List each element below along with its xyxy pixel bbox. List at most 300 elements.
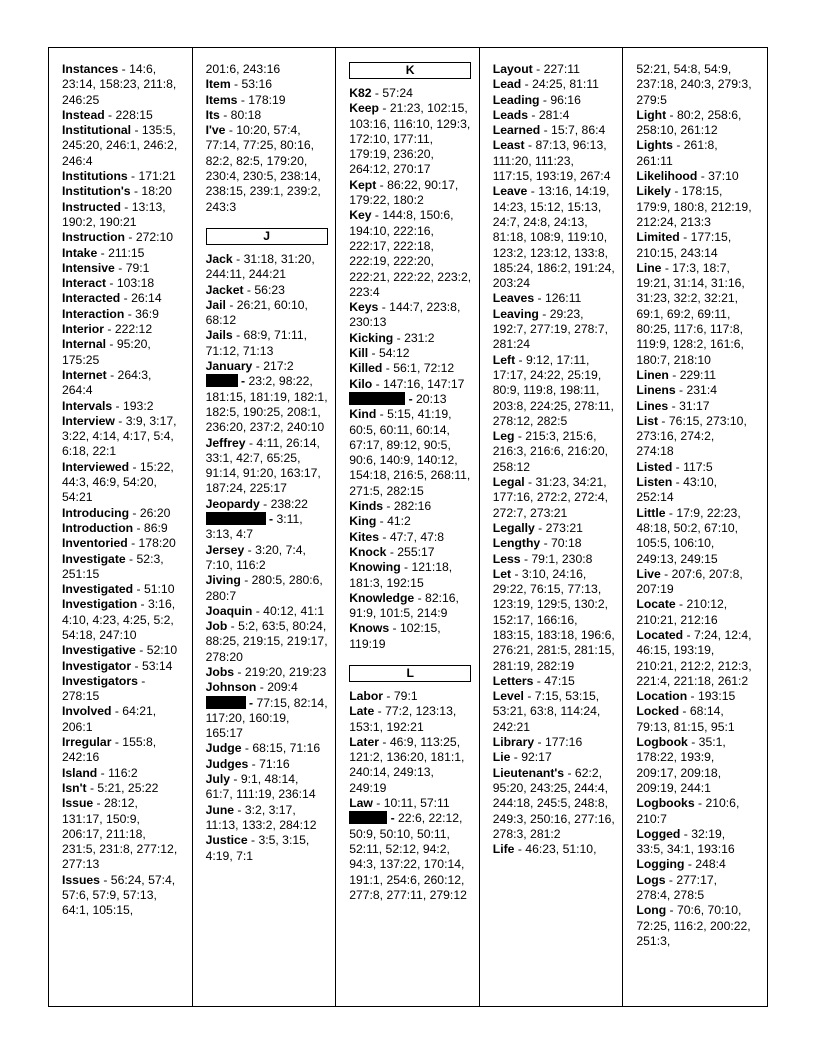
index-entry: Interior - 222:12 [62, 322, 153, 337]
index-term: Later [349, 734, 379, 749]
index-entry: Internal - 95:20, 175:25 [62, 337, 151, 367]
page-line-references: 62:2, 95:20, 243:25, 244:4, 244:18, 245:5, 248:8, 249:3, 250:16, 277:16, 278:3, 281:2 [492, 765, 615, 841]
index-entry: Left - 9:12, 17:11, 17:17, 24:22, 25:19, 80:9, 119:8, 198:11, 203:8, 224:25, 278:11, 278:12, 282:5 [492, 352, 614, 428]
index-term: Jobs [205, 664, 235, 679]
page-line-references: 15:22, 44:3, 46:9, 54:20, 54:21 [62, 459, 174, 505]
page-line-references: 171:21 [138, 169, 176, 184]
page-line-references: 26:14 [131, 291, 162, 306]
page-line-references: 17:9, 22:23, 48:18, 50:2, 67:10, 105:5, 106:10, 249:13, 249:15 [636, 505, 741, 566]
page-line-references: 77:2, 123:13, 153:1, 192:21 [349, 704, 457, 734]
index-term: Logs [636, 872, 666, 887]
index-term: Lieutenant's [492, 765, 565, 780]
page-line-references: 229:11 [679, 367, 717, 382]
index-term: Interior [62, 322, 104, 337]
index-entry: Library - 177:16 [492, 735, 583, 750]
page-line-references: 47:15 [544, 673, 575, 688]
index-term: Lines [636, 398, 669, 413]
index-entry: Leaves - 126:11 [492, 291, 582, 306]
page-line-references: 52:10 [146, 643, 178, 658]
index-term: Its [205, 107, 220, 122]
index-entry: Life - 46:23, 51:10, [492, 842, 597, 857]
page-line-references: 46:9, 113:25, 121:2, 136:20, 181:1, 240:14, 249:13, 249:19 [349, 734, 465, 795]
index-entry: Issues - 56:24, 57:4, 57:6, 57:9, 57:13, 64:1, 105:15, [62, 872, 176, 918]
index-entry: Linen - 229:11 [636, 367, 717, 382]
index-entry: Locked - 68:14, 79:13, 81:15, 95:1 [636, 704, 735, 734]
index-term: June [205, 802, 235, 817]
index-term: Keys [349, 300, 379, 315]
index-entry: Jobs - 219:20, 219:23 [205, 664, 327, 679]
index-entry: Likely - 178:15, 179:9, 180:8, 212:19, 212:24, 213:3 [636, 184, 752, 229]
index-entry: Jail - 26:21, 60:10, 68:12 [205, 297, 308, 328]
index-column-5 [623, 48, 767, 1006]
page-line-references: 5:15, 41:19, 60:5, 60:11, 60:14, 67:17, 89:12, 90:5, 90:6, 140:9, 140:12, 154:18, 216:5, 268:11, 271:5, 282:15 [349, 407, 471, 498]
page-line-references: 29:23, 192:7, 277:19, 278:7, 281:24 [492, 306, 608, 352]
index-term: Key [349, 208, 372, 223]
page-line-references: 178:20 [138, 536, 176, 551]
page-line-references: 68:9, 71:11, 71:12, 71:13 [205, 328, 308, 358]
index-entry: Knows - 102:15, 119:19 [349, 621, 441, 651]
section-letter-header: L [349, 665, 471, 682]
page-line-references: 31:17 [679, 398, 710, 413]
index-entry: Intervals - 193:2 [62, 398, 154, 413]
index-entry [206, 62, 328, 77]
index-term: Logbook [636, 735, 688, 750]
index-term: Likelihood [636, 169, 698, 184]
index-entry: Investigator - 53:14 [62, 658, 173, 673]
index-entry: Limited - 177:15, 210:15, 243:14 [636, 230, 732, 260]
index-entry: Instructed - 13:13, 190:2, 190:21 [62, 199, 166, 229]
page-line-references: 272:10 [135, 230, 174, 245]
index-entry: Kinds - 282:16 [349, 499, 432, 514]
index-entry: Layout - 227:11 [492, 62, 580, 76]
index-entry: List - 76:15, 273:10, 273:16, 274:2, 274:18 [636, 413, 747, 459]
index-entry: January - 217:2 [205, 359, 294, 374]
index-term: Interact [62, 276, 107, 291]
index-entry: Jack - 31:18, 31:20, 244:11, 244:21 [205, 251, 315, 282]
index-entry: Judges - 71:16 [205, 756, 290, 771]
index-term: Lead [492, 77, 522, 92]
index-entry: Likelihood - 37:10 [636, 169, 739, 184]
index-term: Likely [636, 184, 671, 199]
index-term: Joaquin [205, 603, 253, 618]
index-entry: Letters - 47:15 [492, 673, 575, 688]
index-term: Johnson [205, 680, 257, 695]
index-term: Instead [62, 107, 105, 122]
index-entry: Introducing - 26:20 [62, 505, 171, 520]
index-entry: Investigative - 52:10 [62, 643, 178, 658]
index-term: Limited [636, 230, 680, 245]
page-line-references: 3:10, 24:16, 29:22, 76:15, 77:13, 123:19, 129:5, 130:2, 152:17, 166:16, 183:15, 183:18, 196:6, 276:21, 281:5, 281:15, 281:19, 282:19 [492, 566, 615, 673]
page-line-references: 31:23, 34:21, 177:16, 272:2, 272:4, 272:7, 273:21 [492, 475, 608, 520]
page-line-references: 68:15, 71:16 [252, 741, 321, 756]
redaction-block [206, 512, 266, 525]
index-entry: Interview - 3:9, 3:17, 3:22, 4:14, 4:17, 5:4, 6:18, 22:1 [62, 413, 177, 459]
index-entry: Jacket - 56:23 [205, 282, 285, 297]
page-line-references: 217:2 [263, 359, 294, 374]
index-page [48, 47, 768, 1007]
index-term: Kill [349, 346, 369, 361]
page-line-references: 211:15 [108, 245, 145, 260]
index-term: Jersey [205, 542, 245, 557]
page-line-references: 54:12 [379, 346, 410, 361]
index-term: Irregular [62, 735, 112, 750]
redaction-block [206, 374, 238, 387]
index-entry: Leaving - 29:23, 192:7, 277:19, 278:7, 281:24 [492, 306, 608, 352]
redaction-block [349, 392, 405, 405]
index-entry: Island - 116:2 [62, 765, 138, 780]
section-letter-header: J [206, 228, 328, 245]
page-line-references: 4:11, 26:14, 33:1, 42:7, 65:25, 91:14, 91:20, 163:17, 187:24, 225:17 [205, 435, 321, 496]
index-entry: Inventoried - 178:20 [62, 536, 176, 551]
index-term: King [349, 514, 377, 529]
index-column-2 [193, 48, 337, 1006]
index-entry: Logging - 248:4 [636, 857, 726, 872]
index-entry: Law - 10:11, 57:11 [349, 796, 450, 811]
index-term: Judge [205, 741, 242, 756]
page-line-references: 52:21, 54:8, 54:9, 237:18, 240:3, 279:3, 279:5 [636, 62, 752, 107]
index-term: Logbooks [636, 796, 695, 811]
index-term: Little [636, 505, 666, 520]
page-line-references: 215:3, 215:6, 216:3, 216:6, 216:20, 258:12 [492, 429, 608, 474]
page-line-references: 10:20, 57:4, 77:14, 77:25, 80:16, 82:2, 82:5, 179:20, 230:4, 230:5, 238:14, 238:15, 239:1, 239:2, 243:3 [205, 123, 321, 214]
page-line-references: 76:15, 273:10, 273:16, 274:2, 274:18 [636, 413, 747, 459]
index-entry: Key - 144:8, 150:6, 194:10, 222:16, 222:17, 222:18, 222:19, 222:20, 222:21, 222:22, 223:2, 223:4 [349, 208, 472, 299]
page-line-references: 53:16 [241, 77, 272, 92]
index-entry: June - 3:2, 3:17, 11:13, 133:2, 284:12 [205, 802, 317, 832]
page-line-references: 210:12, 210:21, 212:16 [636, 597, 728, 627]
index-term: Locked [636, 704, 680, 719]
page-line-references: 47:7, 47:8 [389, 529, 445, 544]
index-entry: Issue - 28:12, 131:17, 150:9, 206:17, 211:18, 231:5, 231:8, 277:12, 277:13 [62, 796, 178, 872]
index-term: Justice [205, 833, 248, 848]
page-line-references: 24:25, 81:11 [532, 77, 599, 92]
index-entry: Intensive - 79:1 [62, 260, 150, 275]
index-entry: Institutions - 171:21 [62, 169, 176, 184]
index-term: Leg [492, 429, 515, 444]
page-line-references: 3:11, 3:13, 4:7 [205, 512, 303, 542]
page-line-references: 35:1, 178:22, 193:9, 209:17, 209:18, 209:19, 244:1 [636, 735, 726, 795]
index-entry: Legal - 31:23, 34:21, 177:16, 272:2, 272:4, 272:7, 273:21 [492, 475, 608, 520]
index-entry: Kill - 54:12 [349, 346, 410, 361]
index-term: Learned [492, 123, 541, 138]
index-column-3 [336, 48, 480, 1006]
page-line-references: 22:6, 22:12, 50:9, 50:10, 50:11, 52:11, 52:12, 94:2, 94:3, 137:22, 170:14, 191:1, 254:6, 260:12, 277:8, 277:11, 279:12 [349, 811, 467, 902]
index-entry: Listed - 117:5 [636, 459, 713, 474]
index-term: Interviewed [62, 459, 130, 474]
index-entry: - 20:13 [349, 392, 471, 407]
index-entry: Location - 193:15 [636, 689, 736, 704]
index-term: Internet [62, 367, 107, 382]
page-line-references: 82:16, 91:9, 101:5, 214:9 [349, 590, 459, 621]
index-entry: Interact - 103:18 [62, 276, 155, 291]
index-entry: Line - 17:3, 18:7, 19:21, 31:14, 31:16, 31:23, 32:2, 32:21, 69:1, 69:2, 69:11, 80:25, 117:6, 117:8, 119:9, 128:2, 161:6, 180:7, 218:10 [636, 260, 745, 367]
index-term: Kept [349, 177, 377, 192]
page-line-references: 3:20, 7:4, 7:10, 116:2 [205, 542, 306, 572]
index-entry: Kicking - 231:2 [349, 330, 435, 345]
page-line-references: 28:12, 131:17, 150:9, 206:17, 211:18, 231:5, 231:8, 277:12, 277:13 [62, 796, 178, 872]
page-line-references: 21:23, 102:15, 103:16, 116:10, 129:3, 172:10, 177:11, 179:19, 236:20, 264:12, 270:17 [349, 101, 471, 177]
index-term: Job [205, 619, 228, 634]
index-term: Leaves [492, 291, 535, 306]
page-line-references: 79:1 [125, 260, 150, 275]
index-term: Killed [349, 361, 383, 376]
index-term: Institutional [62, 123, 132, 138]
index-entry: Lieutenant's - 62:2, 95:20, 243:25, 244:4, 244:18, 245:5, 248:8, 249:3, 250:16, 277:16, 278:3, 281:2 [492, 765, 615, 841]
index-term: Legal [492, 475, 525, 490]
index-entry: Level - 7:15, 53:15, 53:21, 63:8, 114:24, 242:21 [492, 689, 601, 734]
redaction-block [206, 696, 246, 709]
index-term: Introducing [62, 505, 130, 520]
page-line-references: 9:1, 48:14, 61:7, 111:19, 236:14 [205, 772, 316, 802]
index-entry: Lights - 261:8, 261:11 [636, 138, 718, 168]
index-column-1 [49, 48, 193, 1006]
index-term: Investigators [62, 673, 138, 688]
index-term: Keep [349, 101, 379, 116]
index-term: Less [492, 551, 521, 566]
index-term: Investigated [62, 582, 134, 597]
index-term: Knowing [349, 560, 401, 575]
index-term: Intensive [62, 260, 115, 275]
page-line-references: 282:16 [393, 499, 432, 514]
index-entry: Jiving - 280:5, 280:6, 280:7 [205, 573, 323, 603]
index-entry: Jersey - 3:20, 7:4, 7:10, 116:2 [205, 542, 306, 572]
page-line-references: 51:10 [143, 582, 175, 597]
index-entry: Justice - 3:5, 3:15, 4:19, 7:1 [205, 833, 310, 863]
index-entry: Labor - 79:1 [349, 688, 418, 703]
index-entry: Jeffrey - 4:11, 26:14, 33:1, 42:7, 65:25, 91:14, 91:20, 163:17, 187:24, 225:17 [205, 435, 321, 496]
index-entry: Interaction - 36:9 [62, 306, 159, 321]
page-line-references: 70:6, 70:10, 72:25, 116:2, 200:22, 251:3, [636, 903, 751, 948]
page-line-references: 5:2, 63:5, 80:24, 88:25, 219:15, 219:17, 278:20 [205, 619, 328, 664]
index-term: Kites [349, 529, 379, 544]
index-term: Logging [636, 857, 685, 872]
index-entry: Logbooks - 210:6, 210:7 [636, 796, 740, 826]
index-entry: Involved - 64:21, 206:1 [62, 704, 157, 734]
index-entry: Learned - 15:7, 86:4 [492, 123, 606, 138]
index-term: Kind [349, 407, 377, 422]
page-line-references: 255:17 [397, 544, 435, 559]
index-entry: Instances - 14:6, 23:14, 158:23, 211:8, 246:25 [62, 62, 177, 107]
index-entry: Judge - 68:15, 71:16 [205, 741, 321, 756]
index-entry: Its - 80:18 [205, 107, 262, 122]
index-entry: Least - 87:13, 96:13, 111:20, 111:23, 117:15, 193:19, 267:4 [492, 138, 611, 184]
index-term: K82 [349, 86, 372, 100]
page-line-references: 231:4 [686, 383, 717, 398]
page-line-references: 86:9 [143, 520, 168, 535]
index-term: Intake [62, 245, 98, 260]
index-entry: Keep - 21:23, 102:15, 103:16, 116:10, 129:3, 172:10, 177:11, 179:19, 236:20, 264:12, 270:17 [349, 101, 471, 177]
page-line-references: 79:1, 230:8 [531, 551, 593, 566]
index-entry: Johnson - 209:4 [205, 680, 298, 695]
page-line-references: 70:18 [551, 536, 582, 551]
page-line-references: 281:4 [538, 107, 570, 122]
index-entry: Lengthy - 70:18 [492, 536, 582, 551]
index-entry: Locate - 210:12, 210:21, 212:16 [636, 597, 728, 627]
index-term: Investigative [62, 643, 136, 658]
page-line-references: 121:18, 181:3, 192:15 [349, 560, 453, 590]
index-term: List [636, 413, 659, 428]
index-term: Isn't [62, 780, 87, 795]
index-term: Line [636, 260, 662, 275]
index-term: Investigator [62, 658, 132, 673]
index-entry: Knock - 255:17 [349, 544, 435, 559]
index-term: Life [492, 842, 515, 857]
page-line-references: 177:16 [544, 735, 583, 750]
index-entry: Logbook - 35:1, 178:22, 193:9, 209:17, 209:18, 209:19, 244:1 [636, 735, 726, 795]
index-entry: Kind - 5:15, 41:19, 60:5, 60:11, 60:14, 67:17, 89:12, 90:5, 90:6, 140:9, 140:12, 154:18, 216:5, 268:11, 271:5, 282:15 [349, 407, 471, 498]
page-line-references: 261:8, 261:11 [636, 138, 718, 168]
page-line-references: 64:21, 206:1 [62, 704, 157, 734]
index-entry: K82 - 57:24 [349, 86, 413, 100]
page-line-references: 41:2 [387, 514, 411, 529]
index-term: Library [492, 735, 535, 750]
index-entry: Logs - 277:17, 278:4, 278:5 [636, 872, 718, 903]
page-line-references: 222:12 [114, 322, 153, 337]
index-term: Late [349, 704, 375, 719]
index-term: Jack [205, 251, 233, 266]
page-line-references: 77:15, 82:14, 117:20, 160:19, 165:17 [205, 695, 328, 741]
page-line-references: 96:16 [550, 92, 581, 107]
index-entry: Items - 178:19 [205, 92, 286, 107]
index-term: Jeopardy [205, 496, 260, 511]
index-term: Leave [492, 184, 528, 199]
index-term: Kilo [349, 376, 373, 391]
index-term: Leads [492, 107, 529, 122]
index-term: Kinds [349, 499, 384, 514]
page-line-references: 178:15, 179:9, 180:8, 212:19, 212:24, 213:3 [636, 184, 752, 229]
page-line-references: 40:12, 41:1 [263, 603, 325, 618]
page-line-references: 248:4 [695, 857, 726, 872]
page-line-references: 273:21 [545, 520, 583, 535]
index-term: Issues [62, 872, 100, 887]
index-term: Lengthy [492, 536, 541, 551]
index-term: Located [636, 627, 684, 642]
page-line-references: 277:17, 278:4, 278:5 [636, 872, 718, 903]
index-entry: Live - 207:6, 207:8, 207:19 [636, 566, 743, 597]
index-entry: Intake - 211:15 [62, 245, 145, 260]
index-entry: Internet - 264:3, 264:4 [62, 367, 152, 398]
index-entry: Interacted - 26:14 [62, 291, 162, 306]
index-term: Jails [205, 328, 233, 343]
index-term: Lie [492, 750, 511, 765]
page-line-references: 43:10, 252:14 [636, 475, 717, 505]
page-line-references: 71:16 [259, 756, 290, 771]
page-line-references: 3:5, 3:15, 4:19, 7:1 [205, 833, 310, 863]
index-term: Intervals [62, 398, 113, 413]
page-line-references: 193:2 [122, 398, 154, 413]
index-term: Live [636, 566, 661, 581]
page-line-references: 9:12, 17:11, 17:17, 24:22, 25:19, 80:9, 119:8, 198:11, 203:8, 224:25, 278:11, 278:12, 282:5 [492, 352, 614, 428]
index-entry: Leave - 13:16, 14:19, 14:23, 15:12, 15:13, 24:7, 24:8, 24:13, 81:18, 108:9, 119:10, 123:2, 123:12, 133:8, 185:24, 186:2, 191:24, 203:24 [492, 184, 615, 291]
index-entry: Instruction - 272:10 [62, 230, 174, 245]
index-term: Labor [349, 688, 384, 703]
index-term: Introduction [62, 520, 134, 535]
index-entry: Knowledge - 82:16, 91:9, 101:5, 214:9 [349, 590, 459, 621]
index-entry: Let - 3:10, 24:16, 29:22, 76:15, 77:13, 123:19, 129:5, 130:2, 152:17, 166:16, 183:15, 183:18, 196:6, 276:21, 281:5, 281:15, 281:19, 282:19 [492, 566, 615, 673]
index-entry: Logged - 32:19, 33:5, 34:1, 193:16 [636, 826, 735, 857]
page-line-references: 278:15 [62, 689, 100, 704]
page-line-references: 92:17 [521, 750, 552, 765]
index-entry: Lead - 24:25, 81:11 [492, 77, 599, 92]
index-term: Linens [636, 383, 676, 398]
page-line-references: 18:20 [141, 184, 172, 199]
index-term: Long [636, 903, 667, 918]
page-line-references: 15:7, 86:4 [551, 123, 606, 138]
page-line-references: 56:23 [254, 282, 285, 297]
index-term: Locate [636, 597, 676, 612]
page-line-references: 7:24, 12:4, 46:15, 193:19, 210:21, 212:2, 212:3, 221:4, 221:18, 261:2 [636, 627, 752, 688]
index-term: Light [636, 107, 667, 122]
index-term: Letters [492, 673, 534, 688]
index-term: Issue [62, 796, 94, 811]
index-term: Law [349, 796, 373, 811]
index-entry: Knowing - 121:18, 181:3, 192:15 [349, 560, 453, 590]
index-term: Jacket [205, 282, 244, 297]
page-line-references: 57:24 [382, 86, 413, 100]
page-line-references: 26:20 [139, 505, 171, 520]
index-term: Island [62, 765, 98, 780]
index-term: Institution's [62, 184, 131, 199]
index-term: Jiving [205, 573, 241, 588]
index-entry: Less - 79:1, 230:8 [492, 551, 593, 566]
index-term: Lights [636, 138, 673, 153]
section-spacer [349, 652, 471, 665]
index-term: Let [492, 566, 512, 581]
page-line-references: 68:14, 79:13, 81:15, 95:1 [636, 704, 735, 734]
index-term: Instructed [62, 199, 121, 214]
index-entry: Institutional - 135:5, 245:20, 246:1, 246:2, 246:4 [62, 123, 178, 168]
page-line-references: 32:19, 33:5, 34:1, 193:16 [636, 826, 735, 857]
index-entry: Kites - 47:7, 47:8 [349, 529, 445, 544]
index-term: Knowledge [349, 590, 415, 605]
page-line-references: 155:8, 242:16 [62, 735, 157, 765]
index-entry: Light - 80:2, 258:6, 258:10, 261:12 [636, 107, 742, 138]
index-entry: Investigators - 278:15 [62, 673, 146, 704]
page-line-references: 280:5, 280:6, 280:7 [205, 573, 323, 603]
index-entry: Keys - 144:7, 223:8, 230:13 [349, 300, 461, 330]
index-term: Judges [205, 756, 249, 771]
index-term: Jail [205, 297, 226, 312]
page-line-references: 178:19 [248, 92, 286, 107]
index-entry: - 3:11, 3:13, 4:7 [205, 512, 303, 542]
index-term: Least [492, 138, 525, 153]
index-term: Involved [62, 704, 112, 719]
index-entry: Jails - 68:9, 71:11, 71:12, 71:13 [205, 328, 308, 358]
index-term: Listed [636, 459, 673, 474]
index-entry: Linens - 231:4 [636, 383, 717, 398]
index-entry: - 22:6, 22:12, 50:9, 50:10, 50:11, 52:11, 52:12, 94:2, 94:3, 137:22, 170:14, 191:1, 254:6, 260:12, 277:8, 277:11, 279:12 [349, 811, 467, 902]
page-line-references: 177:15, 210:15, 243:14 [636, 230, 732, 260]
index-entry: Later - 46:9, 113:25, 121:2, 136:20, 181:1, 240:14, 249:13, 249:19 [349, 734, 465, 795]
page-line-references: 46:23, 51:10, [525, 842, 597, 857]
index-entry: Listen - 43:10, 252:14 [636, 475, 717, 505]
index-entry: Jeopardy - 238:22 [205, 496, 308, 511]
page-line-references: 209:4 [267, 680, 298, 695]
page-line-references: 193:15 [698, 689, 736, 704]
index-term: Investigate [62, 551, 126, 566]
index-term: Knock [349, 544, 387, 559]
index-term: Item [205, 77, 231, 92]
page-line-references: 86:22, 90:17, 179:22, 180:2 [349, 177, 459, 208]
index-entry: Instead - 228:15 [62, 107, 153, 122]
page-line-references: 117:5 [683, 459, 713, 474]
page-line-references: 201:6, 243:16 [205, 62, 281, 76]
page-line-references: 5:21, 25:22 [97, 780, 159, 795]
index-entry: Leads - 281:4 [492, 107, 570, 122]
index-term: Items [205, 92, 238, 107]
page-line-references: 207:6, 207:8, 207:19 [636, 566, 743, 597]
page-line-references: 26:21, 60:10, 68:12 [205, 297, 308, 328]
